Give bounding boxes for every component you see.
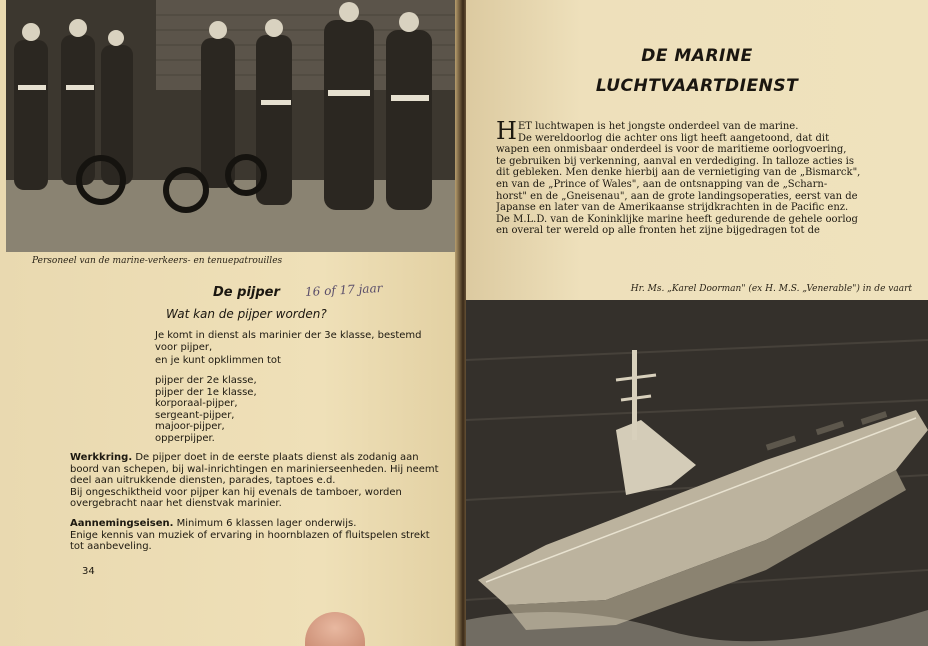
werkkring-line: De pijper doet in de eerste plaats dienst als zodanig aan bbox=[135, 452, 419, 463]
rank-item: majoor-pijper, bbox=[155, 421, 225, 432]
rank-item: opperpijper. bbox=[155, 432, 215, 444]
article-title-line2: LUCHTVAARTDIENST bbox=[595, 76, 799, 96]
pijper-subheading: Wat kan de pijper worden? bbox=[166, 307, 327, 321]
rank-item: korporaal-pijper, bbox=[155, 398, 238, 409]
aanneming-label: Aannemingseisen. bbox=[70, 518, 174, 529]
aanneming-line: Minimum 6 klassen lager onderwijs. bbox=[176, 518, 357, 529]
body-line: dit gebleken. Men denke hierbij aan de vernietiging van de „Bismarck", bbox=[496, 167, 861, 179]
werkkring-label: Werkkring. bbox=[70, 452, 133, 463]
werkkring-line: boord van schepen, bij wal-inrichtingen en marinierseenheden. Hij neemt bbox=[70, 463, 439, 475]
intro-line: voor pijper, bbox=[155, 341, 213, 353]
left-page bbox=[0, 0, 460, 646]
aanneming-line: Enige kennis van muziek of ervaring in hoornblazen of fluitspelen strekt bbox=[70, 529, 430, 541]
aanneming-section bbox=[70, 518, 430, 553]
right-page bbox=[466, 0, 928, 646]
rank-item: pijper der 2e klasse, bbox=[155, 375, 257, 386]
pijper-heading: De pijper bbox=[213, 285, 280, 300]
body-line: ET luchtwapen is het jongste onderdeel van de marine. bbox=[517, 121, 799, 132]
body-line: De M.L.D. van de Koninklijke marine heeft gedurende de gehele oorlog bbox=[496, 213, 858, 225]
article-title-line1: DE MARINE bbox=[641, 46, 753, 66]
aanneming-line: tot aanbeveling. bbox=[70, 541, 152, 552]
intro-line: en je kunt opklimmen tot bbox=[155, 355, 281, 366]
handwritten-note: 16 of 17 jaar bbox=[304, 280, 383, 300]
page-number: 34 bbox=[82, 566, 95, 577]
werkkring-line: Bij ongeschiktheid voor pijper kan hij evenals de tamboer, worden bbox=[70, 486, 402, 498]
body-line: te gebruiken bij verkenning, aanval en verdediging. In talloze acties is bbox=[496, 155, 854, 167]
intro-line: Je komt in dienst als marinier der 3e klasse, bestemd bbox=[155, 330, 422, 341]
rank-item: sergeant-pijper, bbox=[155, 409, 235, 421]
intro-block bbox=[155, 330, 422, 367]
aircraft-carrier-photo bbox=[466, 300, 928, 646]
body-line: horst" en de „Gneisenau", aan de grote landingsoperaties, eerst van de bbox=[496, 190, 858, 202]
ranks-list bbox=[155, 375, 257, 444]
body-line: De wereldoorlog die achter ons ligt heeft aangetoond, dat dit bbox=[517, 132, 830, 144]
werkkring-line: deel aan uitrukkende diensten, parades, taptoes e.d. bbox=[70, 475, 336, 486]
patrol-photo-drawing bbox=[6, 0, 458, 252]
carrier-photo-drawing bbox=[466, 300, 928, 646]
patrol-personnel-photo bbox=[6, 0, 458, 252]
patrol-photo-caption: Personeel van de marine-verkeers- en tenuepatrouilles bbox=[32, 256, 283, 266]
article-body bbox=[496, 117, 896, 237]
drop-cap: H bbox=[496, 117, 517, 145]
body-line: Japanse en later van de Amerikaanse strijdkrachten in de Pacific enz. bbox=[496, 202, 849, 214]
werkkring-section bbox=[70, 452, 439, 510]
rank-item: pijper der 1e klasse, bbox=[155, 386, 257, 398]
body-line: en overal ter wereld op alle fronten het zijne bijgedragen tot de bbox=[496, 225, 820, 237]
werkkring-line: overgebracht naar het dienstvak marinier. bbox=[70, 498, 282, 509]
thumb bbox=[305, 612, 365, 646]
body-line: en van de „Prince of Wales", aan de ontsnapping van de „Scharn- bbox=[496, 178, 828, 190]
carrier-photo-caption: Hr. Ms. „Karel Doorman" (ex H. M.S. „Venerable") in de vaart bbox=[630, 284, 912, 294]
body-line: wapen een onmisbaar onderdeel is voor de maritieme oorlogvoering, bbox=[496, 144, 847, 156]
